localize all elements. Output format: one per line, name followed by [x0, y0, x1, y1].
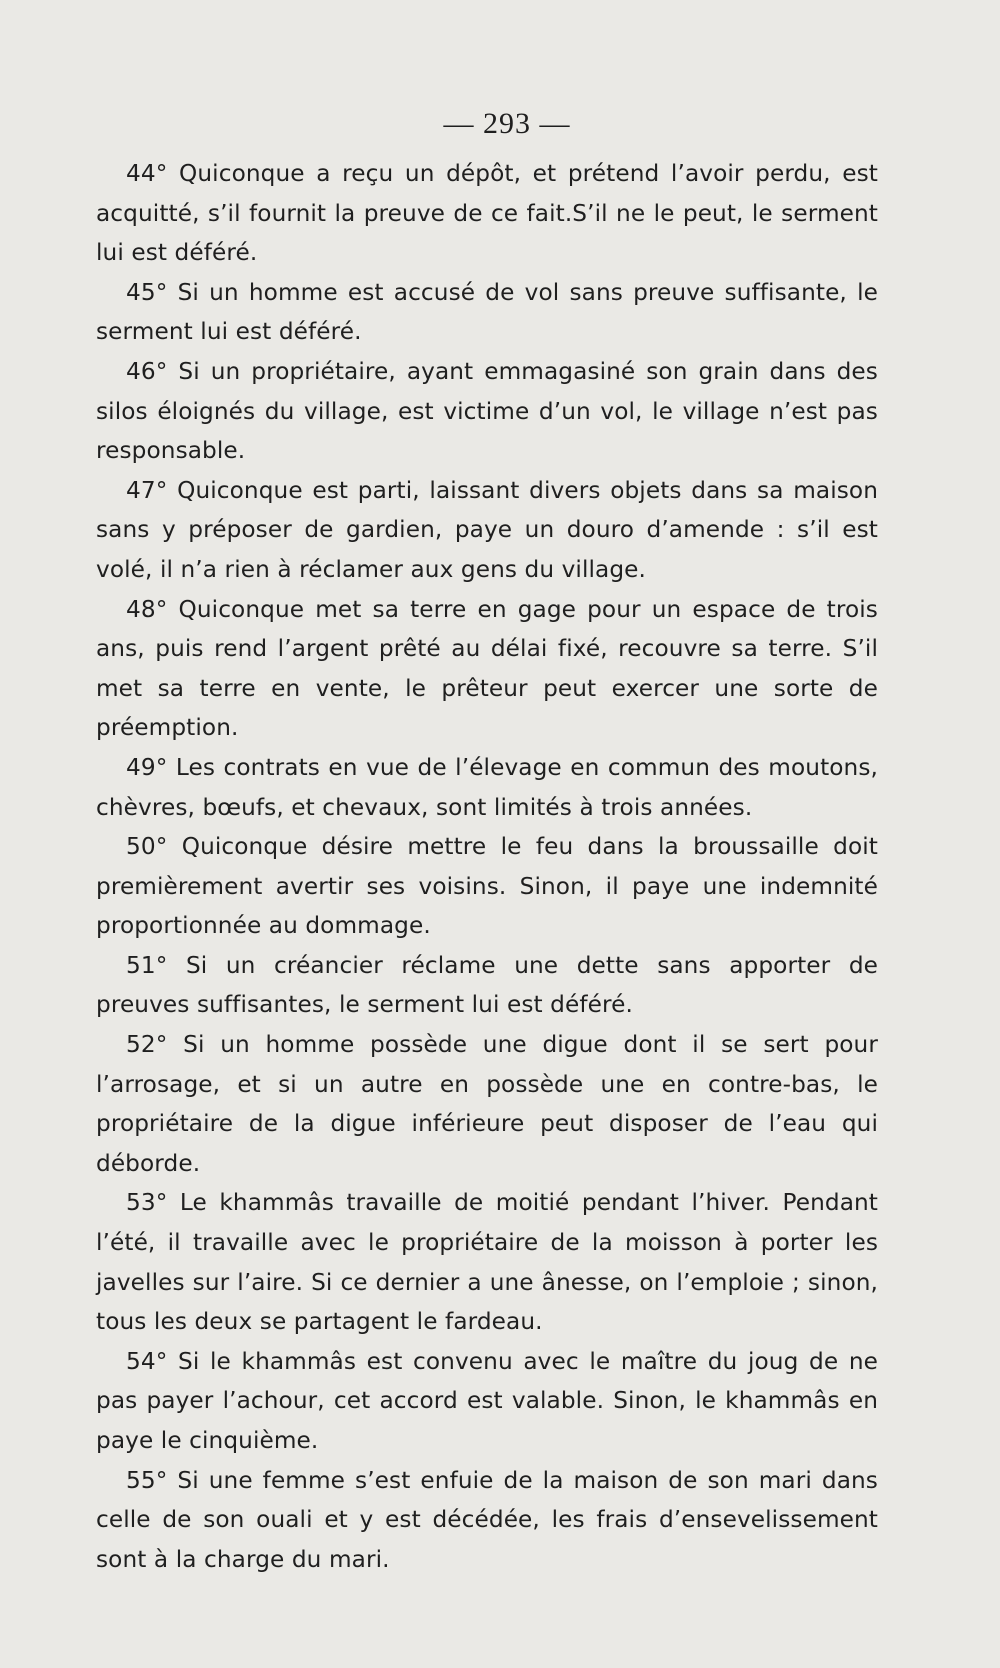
article-number: 44°: [126, 160, 168, 187]
article-50: [96, 827, 878, 946]
document-body: [96, 154, 878, 1579]
article-47: [96, 471, 878, 590]
article-number: 50°: [126, 833, 168, 861]
article-text: Quiconque met sa terre en gage pour un espace de trois ans, puis rend l’argent prêté au délai fixé, recouvre sa terre. S’il met sa terre en vente, le prêteur peut exercer une sorte de préemption.: [96, 595, 878, 742]
article-53: [96, 1183, 878, 1341]
article-number: 48°: [126, 595, 168, 623]
page-number: — 293 —: [443, 107, 571, 140]
article-45: [96, 273, 878, 352]
article-54: [96, 1342, 878, 1461]
article-text: Si un créancier réclame une dette sans apporter de preuves suffisantes, le serment lui est déféré.: [96, 951, 878, 1019]
article-number: 47°: [126, 476, 168, 504]
article-text: Quiconque a reçu un dépôt, et prétend l’avoir perdu, est acquitté, s’il fournit la preuve de ce fait.S’il ne le peut, le serment lui est déféré.: [96, 160, 878, 267]
article-number: 54°: [126, 1347, 168, 1375]
article-46: [96, 352, 878, 471]
article-44: [96, 154, 878, 273]
article-text: Quiconque est parti, laissant divers objets dans sa maison sans y préposer de gardien, paye un douro d’amende : s’il est volé, il n’a rien à réclamer aux gens du village.: [96, 476, 878, 583]
article-number: 55°: [126, 1466, 168, 1494]
article-48: [96, 590, 878, 748]
article-number: 45°: [126, 278, 168, 306]
article-text: Le khammâs travaille de moitié pendant l’hiver. Pendant l’été, il travaille avec le propriétaire de la moisson à porter les javelles sur l’aire. Si ce dernier a une ânesse, on l’emploie ; sinon, tous les deux se partagent le fardeau.: [96, 1189, 878, 1336]
article-55: [96, 1461, 878, 1580]
article-number: 52°: [126, 1031, 168, 1059]
article-number: 51°: [126, 951, 168, 979]
article-text: Si un homme possède une digue dont il se sert pour l’arrosage, et si un autre en possède une en contre-bas, le propriétaire de la digue inférieure peut disposer de l’eau qui déborde.: [96, 1031, 878, 1177]
article-text: Si une femme s’est enfuie de la maison de son mari dans celle de son ouali et y est décédée, les frais d’ensevelissement sont à la charge du mari.: [96, 1466, 878, 1573]
article-number: 53°: [126, 1189, 168, 1217]
article-51: [96, 946, 878, 1025]
article-number: 49°: [126, 753, 168, 781]
article-52: [96, 1025, 878, 1183]
article-number: 46°: [126, 357, 168, 385]
article-49: [96, 748, 878, 827]
article-text: Si un homme est accusé de vol sans preuve suffisante, le serment lui est déféré.: [96, 278, 878, 346]
article-text: Quiconque désire mettre le feu dans la broussaille doit premièrement avertir ses voisins. Sinon, il paye une indemnité proportionnée au dommage.: [96, 833, 878, 940]
article-text: Les contrats en vue de l’élevage en commun des moutons, chèvres, bœufs, et chevaux, sont limités à trois années.: [96, 753, 878, 821]
article-text: Si le khammâs est convenu avec le maître du joug de ne pas payer l’achour, cet accord est valable. Sinon, le khammâs en paye le cinquième.: [96, 1347, 878, 1454]
article-text: Si un propriétaire, ayant emmagasiné son grain dans des silos éloignés du village, est victime d’un vol, le village n’est pas responsable.: [96, 357, 878, 465]
